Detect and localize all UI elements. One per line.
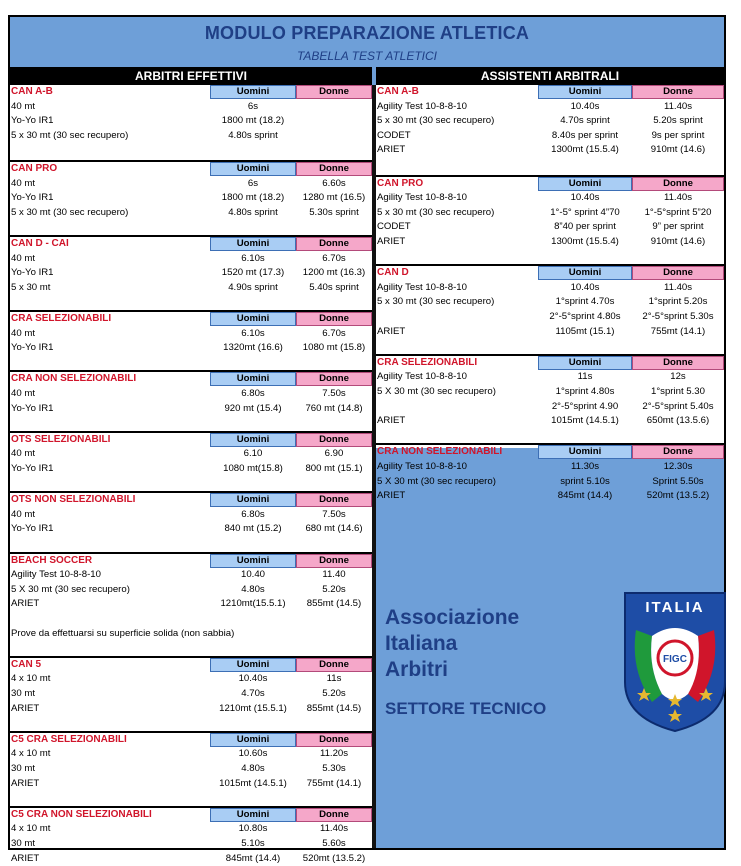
section-title: CAN A-B [377, 86, 419, 97]
women-column-header: Donne [296, 733, 372, 747]
test-name: Yo-Yo IR1 [11, 115, 54, 127]
women-column-header: Donne [296, 658, 372, 672]
men-value: 6.10 [243, 448, 263, 460]
test-section [376, 443, 724, 503]
men-value: 6s [247, 100, 259, 112]
test-section [10, 491, 372, 537]
men-value: 920 mt (15.4) [224, 402, 282, 414]
men-value: 10.40s [570, 281, 600, 293]
women-value: 11.20s [319, 748, 349, 760]
women-value: 1°sprint 5.20s [648, 296, 708, 308]
men-column-header: Uomini [210, 493, 296, 507]
men-column-header: Uomini [210, 237, 296, 251]
women-value: 12.30s [663, 460, 693, 472]
test-name: CODET [377, 129, 411, 141]
table-row [376, 100, 724, 115]
table-row [376, 220, 724, 235]
table-row [10, 114, 372, 129]
men-column-header: Uomini [538, 85, 632, 99]
women-value: 11.40 [322, 569, 346, 581]
test-name: 40 mt [11, 327, 35, 339]
test-name: 5 X 30 mt (30 sec recupero) [377, 385, 496, 397]
women-value: 910mt (14.6) [650, 235, 706, 247]
men-value: 6.80s [241, 387, 265, 399]
men-value: 4.80s sprint [228, 129, 278, 141]
men-value: 10.40s [570, 192, 600, 204]
men-value: 1210mt(15.5.1) [220, 598, 286, 610]
men-column-header: Uomini [210, 162, 296, 176]
men-value: 2°-5°sprint 4.80s [549, 310, 621, 322]
table-row [10, 191, 372, 206]
section-title: CAN PRO [11, 163, 58, 174]
association-name [385, 605, 519, 683]
women-value: 1280 mt (16.5) [302, 192, 366, 204]
table-row [376, 310, 724, 325]
men-column-header: Uomini [210, 808, 296, 822]
men-value: 4.70s sprint [560, 115, 610, 127]
test-name: 40 mt [11, 508, 35, 520]
page-title: MODULO PREPARAZIONE ATLETICA [204, 23, 530, 43]
test-name: ARIET [377, 325, 406, 337]
section-header-row [10, 85, 372, 100]
men-value: 1320mt (16.6) [223, 342, 283, 354]
men-column-header: Uomini [210, 433, 296, 447]
figc-shield-logo [622, 590, 728, 734]
table-row [10, 672, 372, 687]
women-value: 7.50s [322, 387, 346, 399]
men-value: 1800 mt (18.2) [221, 115, 285, 127]
test-name: 40 mt [11, 448, 35, 460]
women-column-header: Donne [296, 554, 372, 568]
table-row [10, 687, 372, 702]
table-row [376, 206, 724, 221]
section-header-row [10, 808, 372, 823]
women-value: Sprint 5.50s [652, 475, 704, 487]
section-header-row [10, 433, 372, 448]
logo-badge: FIGC [663, 654, 687, 665]
men-value: 4.80s [241, 583, 265, 595]
men-value: 8”40 per sprint [554, 221, 616, 233]
men-value: 6.10s [241, 327, 265, 339]
women-column-header: Donne [296, 162, 372, 176]
table-row [376, 475, 724, 490]
referees-table [10, 85, 372, 864]
women-column-header: Donne [296, 808, 372, 822]
test-name: ARIET [11, 702, 40, 714]
test-name: 30 mt [11, 762, 35, 774]
test-name: ARIET [377, 490, 406, 502]
table-row [10, 100, 372, 115]
women-value: 800 mt (15.1) [305, 462, 363, 474]
women-value: 910mt (14.6) [650, 144, 706, 156]
section-header-row [10, 554, 372, 569]
women-column-header: Donne [296, 312, 372, 326]
men-column-header: Uomini [538, 177, 632, 191]
page-header [10, 17, 724, 67]
women-column-header: Donne [296, 493, 372, 507]
sector-label: SETTORE TECNICO [385, 699, 547, 718]
test-name: 30 mt [11, 837, 35, 849]
men-value: 6s [247, 177, 259, 189]
men-column-header: Uomini [210, 658, 296, 672]
women-column-header: Donne [296, 433, 372, 447]
section-header-row [376, 177, 724, 192]
men-value: 10.40 [240, 569, 265, 581]
women-value: 1200 mt (16.3) [302, 267, 366, 279]
table-row [10, 206, 372, 221]
test-section [10, 85, 372, 143]
section-header-row [10, 372, 372, 387]
women-value: 2°-5°sprint 5.30s [642, 310, 714, 322]
test-section [10, 806, 372, 866]
women-value: 9s per sprint [651, 129, 705, 141]
test-section [10, 310, 372, 356]
women-value: 1°sprint 5.30 [651, 385, 705, 397]
women-value: 6.90 [324, 448, 344, 460]
women-value: 7.50s [322, 508, 346, 520]
men-column-header: Uomini [210, 733, 296, 747]
test-name: 4 x 10 mt [11, 748, 51, 760]
test-name: ARIET [377, 144, 406, 156]
test-name: 5 x 30 mt (30 sec recupero) [377, 296, 495, 308]
men-value: 4.90s sprint [228, 281, 278, 293]
section-title: CAN D [377, 267, 409, 279]
test-name: 40 mt [11, 387, 35, 399]
test-name: 30 mt [11, 687, 35, 699]
column-title-referees: ARBITRI EFFETTIVI [10, 67, 372, 85]
women-value: 5.40s sprint [309, 281, 359, 293]
section-header-row [376, 85, 724, 100]
table-row [10, 341, 372, 356]
women-value: 9” per sprint [652, 221, 704, 233]
men-value: 10.80s [238, 823, 268, 835]
men-value: 1°-5° sprint 4”70 [550, 206, 620, 218]
association-line-3: Arbitri [385, 658, 448, 681]
women-value: 12s [670, 371, 686, 383]
section-title: BEACH SOCCER [11, 554, 93, 566]
women-column-header: Donne [632, 356, 724, 370]
women-value: 11s [326, 673, 342, 685]
section-header-row [10, 162, 372, 177]
section-header-row [10, 312, 372, 327]
men-value: 10.40s [570, 100, 600, 112]
women-column-header: Donne [632, 177, 724, 191]
table-row [10, 747, 372, 762]
test-name: Yo-Yo IR1 [11, 267, 54, 279]
men-value: 4.80s sprint [228, 206, 278, 218]
test-name: 40 mt [11, 100, 35, 112]
women-value: 5.20s sprint [653, 115, 703, 127]
section-title: CRA NON SELEZIONABILI [11, 373, 137, 385]
men-value: 10.60s [238, 748, 268, 760]
women-column-header: Donne [632, 266, 724, 280]
men-column-header: Uomini [210, 85, 296, 99]
table-row [10, 281, 372, 296]
association-line-2: Italiana [385, 632, 458, 655]
table-row [10, 462, 372, 477]
section-title: CAN D - CAI [11, 238, 69, 249]
women-column-header: Donne [296, 372, 372, 386]
men-column-header: Uomini [538, 445, 632, 459]
section-header-row [376, 356, 724, 371]
women-value: 6.70s [322, 327, 346, 339]
table-row [10, 387, 372, 402]
men-value: 1°sprint 4.70s [555, 296, 615, 308]
section-title: CRA NON SELEZIONABILI [377, 446, 503, 458]
table-row [10, 402, 372, 417]
men-column-header: Uomini [210, 372, 296, 386]
women-column-header: Donne [632, 445, 724, 459]
section-title: CRA SELEZIONABILI [377, 356, 478, 368]
women-value: 520mt (13.5.2) [646, 490, 710, 502]
men-value: 1105mt (15.1) [555, 325, 615, 337]
test-name: 5 X 30 mt (30 sec recupero) [377, 475, 496, 487]
test-section [376, 354, 724, 429]
table-row [376, 460, 724, 475]
men-column-header: Uomini [210, 312, 296, 326]
men-value: 1520 mt (17.3) [221, 267, 285, 279]
test-name: ARIET [11, 598, 40, 610]
test-section [10, 552, 372, 642]
table-row [376, 489, 724, 504]
table-row [10, 762, 372, 777]
table-row [376, 235, 724, 250]
test-name: 4 x 10 mt [11, 823, 51, 835]
test-section [10, 235, 372, 295]
men-value: 1300mt (15.5.4) [551, 235, 619, 247]
women-value: 5.60s [322, 837, 346, 849]
section-header-row [10, 237, 372, 252]
men-value: 2°-5°sprint 4.90 [551, 400, 619, 412]
women-value: 5.30s [322, 762, 346, 774]
women-value: 5.20s [322, 687, 346, 699]
test-name: 5 x 30 mt (30 sec recupero) [377, 206, 495, 218]
men-value: 840 mt (15.2) [224, 523, 282, 535]
page-subtitle: TABELLA TEST ATLETICI [296, 49, 438, 63]
test-name: 5 x 30 mt (30 sec recupero) [11, 129, 129, 141]
test-name: Agility Test 10-8-8-10 [377, 100, 467, 112]
test-section [376, 264, 724, 339]
section-title: CRA SELEZIONABILI [11, 313, 112, 324]
table-row [10, 583, 372, 598]
test-name: Agility Test 10-8-8-10 [377, 192, 467, 204]
table-row [10, 522, 372, 537]
women-value: 6.70s [322, 252, 346, 264]
women-column-header: Donne [296, 85, 372, 99]
men-value: 5.10s [241, 837, 265, 849]
table-row [376, 281, 724, 296]
women-value: 1080 mt (15.8) [302, 342, 366, 354]
table-row [376, 143, 724, 158]
men-value: sprint 5.10s [560, 475, 610, 487]
test-name: Yo-Yo IR1 [11, 192, 54, 204]
section-title: OTS NON SELEZIONABILI [11, 494, 136, 506]
table-row [10, 777, 372, 792]
men-column-header: Uomini [538, 266, 632, 280]
women-value: 855mt (14.5) [306, 702, 362, 714]
table-row [10, 327, 372, 342]
women-value: 11.40s [663, 100, 693, 112]
test-sheet [8, 15, 726, 864]
women-value: 760 mt (14.8) [305, 402, 363, 414]
men-value: 6.80s [241, 508, 265, 520]
test-name: 5 X 30 mt (30 sec recupero) [11, 583, 130, 595]
test-name: Agility Test 10-8-8-10 [377, 371, 467, 383]
table-row [376, 191, 724, 206]
test-name: CODET [377, 221, 411, 233]
table-row [10, 568, 372, 583]
section-title: CAN PRO [377, 177, 424, 189]
test-section [10, 656, 372, 716]
men-value: 4.80s [241, 762, 265, 774]
table-row [10, 266, 372, 281]
section-header-row [376, 445, 724, 460]
test-name: Agility Test 10-8-8-10 [377, 281, 467, 293]
test-name: ARIET [11, 777, 40, 789]
men-value: 1800 mt (18.2) [221, 192, 285, 204]
assistants-table [376, 85, 724, 502]
men-value: 845mt (14.4) [225, 852, 281, 864]
test-section [10, 370, 372, 416]
test-name: 5 x 30 mt (30 sec recupero) [377, 115, 495, 127]
women-value: 5.20s [322, 583, 346, 595]
test-section [10, 160, 372, 220]
women-column-header: Donne [632, 85, 724, 99]
table-row [10, 252, 372, 267]
column-title-assistants: ASSISTENTI ARBITRALI [376, 67, 724, 85]
women-value: 755mt (14.1) [306, 777, 362, 789]
men-value: 11s [577, 371, 593, 383]
table-row [376, 400, 724, 415]
test-name: Agility Test 10-8-8-10 [11, 569, 101, 581]
table-row [10, 702, 372, 717]
men-value: 845mt (14.4) [557, 490, 613, 502]
section-header-row [376, 266, 724, 281]
women-value: 855mt (14.5) [306, 598, 362, 610]
table-row [10, 852, 372, 866]
men-value: 1015mt (14.5.1) [219, 777, 287, 789]
men-value: 6.10s [241, 252, 265, 264]
women-value: 11.40s [663, 192, 693, 204]
women-value: 2°-5°sprint 5.40s [642, 400, 714, 412]
test-name: 4 x 10 mt [11, 673, 51, 685]
test-name: Yo-Yo IR1 [11, 342, 54, 354]
women-value: 1°-5°sprint 5”20 [644, 206, 712, 218]
note-text: Prove da effettuarsi su superficie solida (non sabbia) [11, 627, 235, 639]
logo-word: ITALIA [645, 599, 705, 616]
test-name: Agility Test 10-8-8-10 [377, 460, 467, 472]
test-name: Yo-Yo IR1 [11, 462, 54, 474]
table-row [10, 129, 372, 144]
test-name: 40 mt [11, 177, 35, 189]
test-name: 5 x 30 mt (30 sec recupero) [11, 206, 129, 218]
women-value: 755mt (14.1) [650, 325, 706, 337]
test-name: ARIET [377, 415, 406, 427]
test-name: 5 x 30 mt [11, 281, 51, 293]
section-title: OTS SELEZIONABILI [11, 433, 111, 445]
table-row [10, 177, 372, 192]
women-value: 680 mt (14.6) [305, 523, 363, 535]
section-header-row [10, 658, 372, 673]
men-column-header: Uomini [210, 554, 296, 568]
table-row [10, 822, 372, 837]
women-value: 11.40s [319, 823, 349, 835]
men-value: 4.70s [241, 687, 265, 699]
table-row [10, 597, 372, 612]
men-column-header: Uomini [538, 356, 632, 370]
test-name: ARIET [377, 235, 406, 247]
table-row [376, 129, 724, 144]
test-section [376, 85, 724, 158]
women-value: 5.30s sprint [309, 206, 359, 218]
men-value: 1°sprint 4.80s [555, 385, 615, 397]
spacer-row [10, 612, 372, 627]
men-value: 1080 mt(15.8) [223, 462, 283, 474]
table-row [10, 508, 372, 523]
men-value: 1015mt (14.5.1) [551, 415, 619, 427]
table-row [10, 837, 372, 852]
test-section [376, 175, 724, 250]
section-title: C5 CRA SELEZIONABILI [11, 733, 127, 745]
women-value: 6.60s [322, 177, 346, 189]
section-title: CAN 5 [11, 658, 42, 670]
test-section [10, 731, 372, 791]
section-title: C5 CRA NON SELEZIONABILI [11, 808, 152, 820]
section-header-row [10, 733, 372, 748]
test-name: Yo-Yo IR1 [11, 402, 54, 414]
women-value: 650mt (13.5.6) [646, 415, 710, 427]
test-name: 40 mt [11, 252, 35, 264]
men-value: 1210mt (15.5.1) [219, 702, 287, 714]
test-name: ARIET [11, 852, 40, 864]
section-header-row [10, 493, 372, 508]
test-name: Yo-Yo IR1 [11, 523, 54, 535]
men-value: 11.30s [570, 460, 600, 472]
table-row [376, 370, 724, 385]
association-line-1: Associazione [385, 606, 520, 629]
women-column-header: Donne [296, 237, 372, 251]
men-value: 10.40s [238, 673, 268, 685]
table-row [376, 414, 724, 429]
table-row [10, 447, 372, 462]
test-section [10, 431, 372, 477]
table-row [376, 385, 724, 400]
men-value: 8.40s per sprint [551, 129, 619, 141]
men-value: 1300mt (15.5.4) [551, 144, 619, 156]
table-row [376, 325, 724, 340]
table-row [376, 114, 724, 129]
section-title: CAN A-B [11, 86, 53, 97]
table-row [376, 295, 724, 310]
women-value: 11.40s [663, 281, 693, 293]
section-note [10, 627, 372, 642]
women-value: 520mt (13.5.2) [302, 852, 366, 864]
